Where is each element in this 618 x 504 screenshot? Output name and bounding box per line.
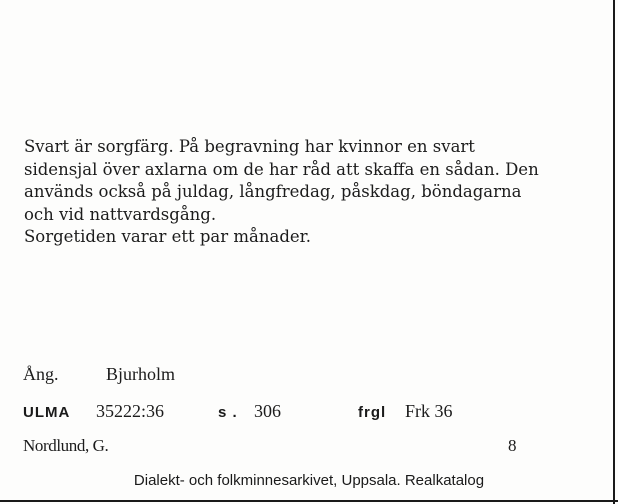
frgl-label: frgl xyxy=(358,404,387,421)
card-bottom-border xyxy=(0,500,618,502)
archive-footer: Dialekt- och folkminnesarkivet, Uppsala. Realkatalog xyxy=(133,472,485,489)
card-right-border xyxy=(613,0,615,504)
card-number: 8 xyxy=(508,436,517,455)
ulma-number: 35222:36 xyxy=(96,401,165,421)
parish-name: Bjurholm xyxy=(106,364,176,384)
record-text-line: används också på juldag, långfredag, påskdag, böndagarna xyxy=(24,182,522,201)
questionnaire-code: Frk 36 xyxy=(405,401,453,421)
record-text-line: Svart är sorgfärg. På begravning har kvinnor en svart xyxy=(24,137,475,156)
recorder-name: Nordlund, G. xyxy=(23,436,109,455)
record-text-line: sidensjal över axlarna om de har råd att skaffa en sådan. Den xyxy=(24,159,539,179)
record-text-line: Sorgetiden varar ett par månader. xyxy=(24,227,311,246)
page-number: 306 xyxy=(254,401,281,421)
ulma-label: ULMA xyxy=(23,404,71,421)
page-label: s . xyxy=(218,404,238,421)
record-text-line: och vid nattvardsgång. xyxy=(24,204,217,224)
ang-label: Ång. xyxy=(23,364,59,384)
record-text xyxy=(24,136,604,249)
